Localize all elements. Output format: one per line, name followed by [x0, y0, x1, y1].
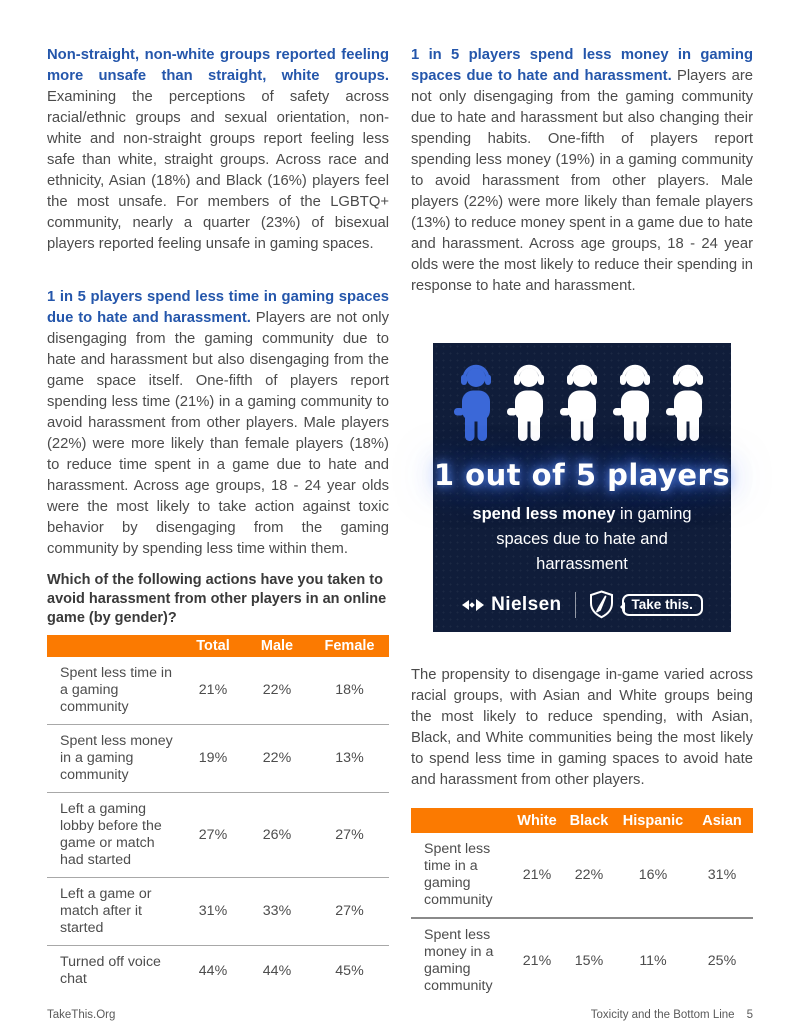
- player-figures: [453, 357, 711, 445]
- cell-white: 21%: [522, 866, 552, 883]
- infographic-logos: [461, 590, 703, 619]
- footer-site: TakeThis.Org: [47, 1009, 116, 1021]
- table-row: [47, 878, 389, 946]
- race-table: [411, 808, 753, 1003]
- player-icon: [612, 357, 658, 445]
- shield-pencil-icon: [589, 590, 614, 619]
- takethis-label: Take this.: [622, 594, 703, 616]
- row-label: Spent less money in a gaming community: [424, 927, 494, 994]
- nielsen-logo: [461, 594, 561, 616]
- race-table-header-asian: Asian: [691, 808, 753, 833]
- cell-asian: 31%: [707, 866, 737, 883]
- row-label: Spent less time in a gaming community: [60, 665, 172, 715]
- table-row: [411, 918, 753, 1003]
- right-column: [411, 45, 753, 1003]
- player-icon-highlighted: [453, 357, 499, 445]
- paragraph-safety-lead: Non-straight, non-white groups reported feeling more unsafe than straight, white groups.: [47, 47, 389, 84]
- paragraph-less-money-lead: 1 in 5 players spend less money in gaming spaces due to hate and harassment.: [411, 47, 753, 84]
- gender-table-header-male: Male: [244, 635, 310, 657]
- cell-male: 22%: [262, 750, 292, 766]
- gender-table: [47, 635, 389, 996]
- infographic-headline: 1 out of 5 players: [433, 458, 731, 492]
- paragraph-less-money-body: Players are not only disengaging from the gaming community due to hate and harassment but also changing their spending habits. One-fifth of players report spending less money (19%) in a gaming community to avoid harassment from other players. Male players (22%) were more likely than female players (13%) to reduce money spent in a game due to hate and harassment. Across age groups, 18 - 24 year olds were the most likely to reduce their spending in response to hate and harassment.: [411, 68, 753, 294]
- cell-male: 26%: [262, 826, 292, 843]
- table-row: [47, 657, 389, 725]
- cell-hispanic: 11%: [639, 952, 667, 969]
- cell-total: 19%: [198, 750, 228, 766]
- row-label: Spent less time in a gaming community: [424, 841, 493, 908]
- race-table-header-white: White: [511, 808, 563, 833]
- infographic-caption: [456, 502, 708, 577]
- row-label: Spent less money in a gaming community: [60, 733, 173, 783]
- cell-black: 15%: [574, 952, 604, 969]
- cell-asian: 25%: [707, 952, 737, 969]
- cell-female: 27%: [335, 826, 364, 843]
- cell-total: 44%: [198, 962, 228, 979]
- infographic-caption-rest: in gaming spaces due to hate and harrassment: [496, 505, 692, 573]
- cell-male: 33%: [262, 903, 292, 919]
- table-row: [47, 725, 389, 793]
- logo-divider: [575, 592, 576, 618]
- cell-male: 22%: [262, 682, 292, 698]
- cell-total: 21%: [198, 682, 228, 698]
- row-label: Turned off voice chat: [60, 954, 161, 987]
- cell-white: 21%: [522, 952, 552, 969]
- gender-table-header-row: [47, 635, 389, 657]
- player-icon: [559, 357, 605, 445]
- left-column: [47, 45, 389, 1003]
- gender-table-header-blank: [47, 635, 182, 657]
- table-row: [47, 946, 389, 997]
- paragraph-safety-body: Examining the perceptions of safety across racial/ethnic groups and sexual orientation, non-white and non-straight groups report feeling less safe than white, straight groups. Across race and ethnicity, Asian (18%) and Black (16%) players feel the most unsafe. For members of the LGBTQ+ community, nearly a quarter (23%) of bisexual players reported feeling unsafe in gaming spaces.: [47, 89, 389, 252]
- cell-black: 22%: [574, 866, 604, 883]
- gender-table-header-total: Total: [182, 635, 244, 657]
- cell-total: 27%: [198, 826, 228, 843]
- paragraph-propensity: The propensity to disengage in-game varied across racial groups, with Asian and White groups being the most likely to reduce spending, with Asian, Black, and White communities being the most likely to spend less time in gaming spaces to avoid hate and harassment from other players.: [411, 667, 753, 788]
- cell-hispanic: 16%: [638, 866, 668, 883]
- race-table-header-row: [411, 808, 753, 833]
- footer-right-group: [591, 1009, 753, 1021]
- page-number: 5: [746, 1009, 753, 1021]
- race-table-header-black: Black: [563, 808, 615, 833]
- row-label: Left a game or match after it started: [60, 886, 152, 936]
- takethis-logo: [589, 590, 703, 619]
- paragraph-less-time-lead: 1 in 5 players spend less time in gaming spaces due to hate and harassment.: [47, 289, 389, 326]
- cell-total: 31%: [198, 903, 228, 919]
- page-content: [47, 45, 753, 1003]
- cell-female: 45%: [335, 962, 364, 979]
- cell-female: 13%: [335, 750, 364, 766]
- cell-male: 44%: [262, 962, 292, 979]
- race-table-header-hispanic: Hispanic: [615, 808, 691, 833]
- infographic: [433, 343, 731, 632]
- cell-female: 18%: [335, 682, 364, 698]
- footer-title: Toxicity and the Bottom Line: [590, 1009, 735, 1021]
- paragraph-less-time: [47, 287, 389, 560]
- table-row: [411, 833, 753, 918]
- nielsen-label: Nielsen: [491, 593, 562, 615]
- page-footer: [47, 1009, 753, 1021]
- table-row: [47, 793, 389, 878]
- cell-female: 27%: [335, 903, 364, 919]
- gender-table-header-female: Female: [310, 635, 389, 657]
- paragraph-less-money: [411, 45, 753, 297]
- row-label: Left a gaming lobby before the game or match had started: [60, 801, 162, 868]
- player-icon: [506, 357, 552, 445]
- nielsen-mark-icon: [461, 597, 485, 613]
- infographic-caption-bold: spend less money: [472, 505, 616, 523]
- race-table-header-blank: [411, 808, 511, 833]
- paragraph-less-time-body: Players are not only disengaging from the gaming community due to hate and harassment but also disengaging from the game space itself. One-fifth of players report spending less time (21%) in a gaming community to avoid harassment from other players. Male players (22%) were more likely than female players (18%) to reduce time spent in a game due to hate and harassment. Across age groups, 18 - 24 year olds were the most likely to take action against toxic behavior by disengaging from the gaming community by spending less time within them.: [47, 310, 389, 557]
- player-icon: [665, 357, 711, 445]
- paragraph-safety: [47, 45, 389, 255]
- gender-table-question: Which of the following actions have you taken to avoid harassment from other players in an online game (by gender)?: [47, 572, 387, 626]
